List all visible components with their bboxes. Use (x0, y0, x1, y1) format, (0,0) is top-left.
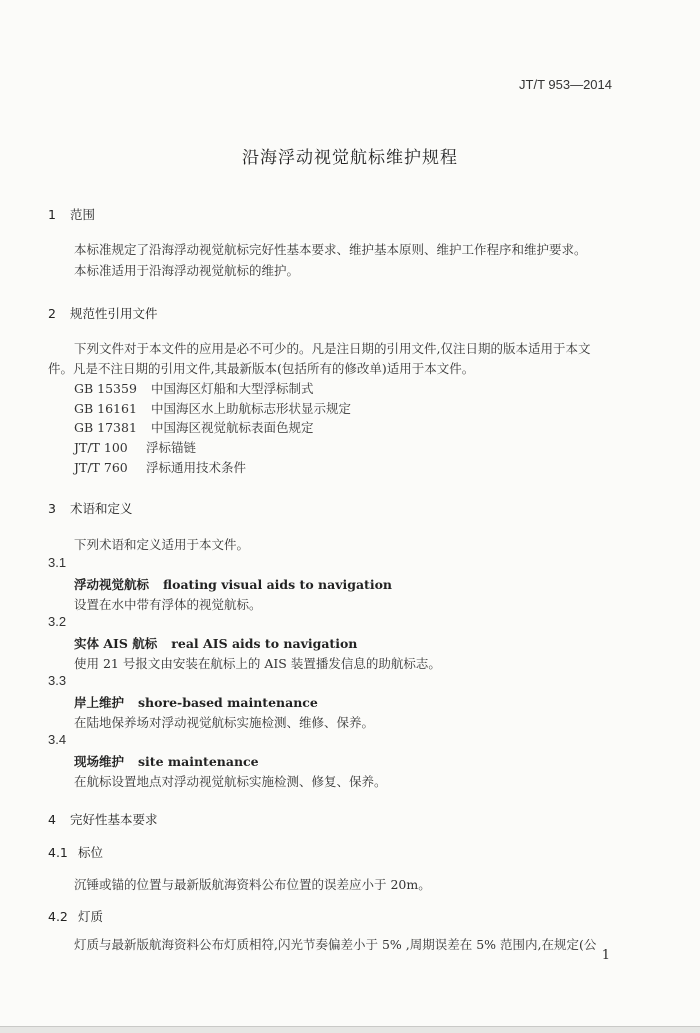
document-title: 沿海浮动视觉航标维护规程 (242, 148, 458, 168)
paragraph: 件。凡是不注日期的引用文件,其最新版本(包括所有的修改单)适用于本文件。 (48, 361, 475, 376)
subsection-4-2-heading: 4.2 灯质 (48, 909, 104, 924)
reference-item: GB 16161 中国海区水上助航标志形状显示规定 (74, 401, 352, 416)
reference-item: GB 15359 中国海区灯船和大型浮标制式 (74, 381, 314, 396)
term-definition: 在航标设置地点对浮动视觉航标实施检测、修复、保养。 (74, 774, 387, 789)
term-heading: 现场维护 site maintenance (74, 754, 259, 769)
term-number: 3.4 (48, 732, 67, 747)
paragraph: 下列术语和定义适用于本文件。 (74, 537, 250, 552)
term-number: 3.1 (48, 555, 67, 570)
paragraph: 本标准规定了沿海浮动视觉航标完好性基本要求、维护基本原则、维护工作程序和维护要求。 (74, 242, 587, 257)
reference-item: GB 17381 中国海区视觉航标表面色规定 (74, 420, 314, 435)
paragraph: 灯质与最新版航海资料公布灯质相符,闪光节奏偏差小于 5% ,周期误差在 5% 范围内,在规定(公 (74, 937, 597, 952)
term-heading: 实体 AIS 航标 real AIS aids to navigation (74, 636, 358, 651)
reference-item: JT/T 760 浮标通用技术条件 (74, 460, 247, 475)
paragraph: 沉锤或锚的位置与最新版航海资料公布位置的误差应小于 20m。 (74, 877, 431, 892)
paragraph: 下列文件对于本文件的应用是必不可少的。凡是注日期的引用文件,仅注日期的版本适用于本文 (74, 341, 591, 356)
term-definition: 设置在水中带有浮体的视觉航标。 (74, 597, 262, 612)
term-definition: 使用 21 号报文由安装在航标上的 AIS 装置播发信息的助航标志。 (74, 656, 441, 671)
section-2-heading: 2 规范性引用文件 (48, 306, 158, 321)
term-heading: 岸上维护 shore-based maintenance (74, 695, 318, 710)
standard-code: JT/T 953—2014 (519, 77, 612, 92)
term-number: 3.2 (48, 614, 67, 629)
subsection-4-1-heading: 4.1 标位 (48, 845, 104, 860)
section-4-heading: 4 完好性基本要求 (48, 812, 158, 827)
section-3-heading: 3 术语和定义 (48, 501, 133, 516)
term-definition: 在陆地保养场对浮动视觉航标实施检测、维修、保养。 (74, 715, 375, 730)
term-number: 3.3 (48, 673, 67, 688)
section-1-heading: 1 范围 (48, 207, 96, 222)
paragraph: 本标准适用于沿海浮动视觉航标的维护。 (74, 263, 300, 278)
page-number: 1 (601, 948, 610, 963)
term-heading: 浮动视觉航标 floating visual aids to navigation (74, 577, 393, 592)
reference-item: JT/T 100 浮标锚链 (74, 440, 197, 455)
